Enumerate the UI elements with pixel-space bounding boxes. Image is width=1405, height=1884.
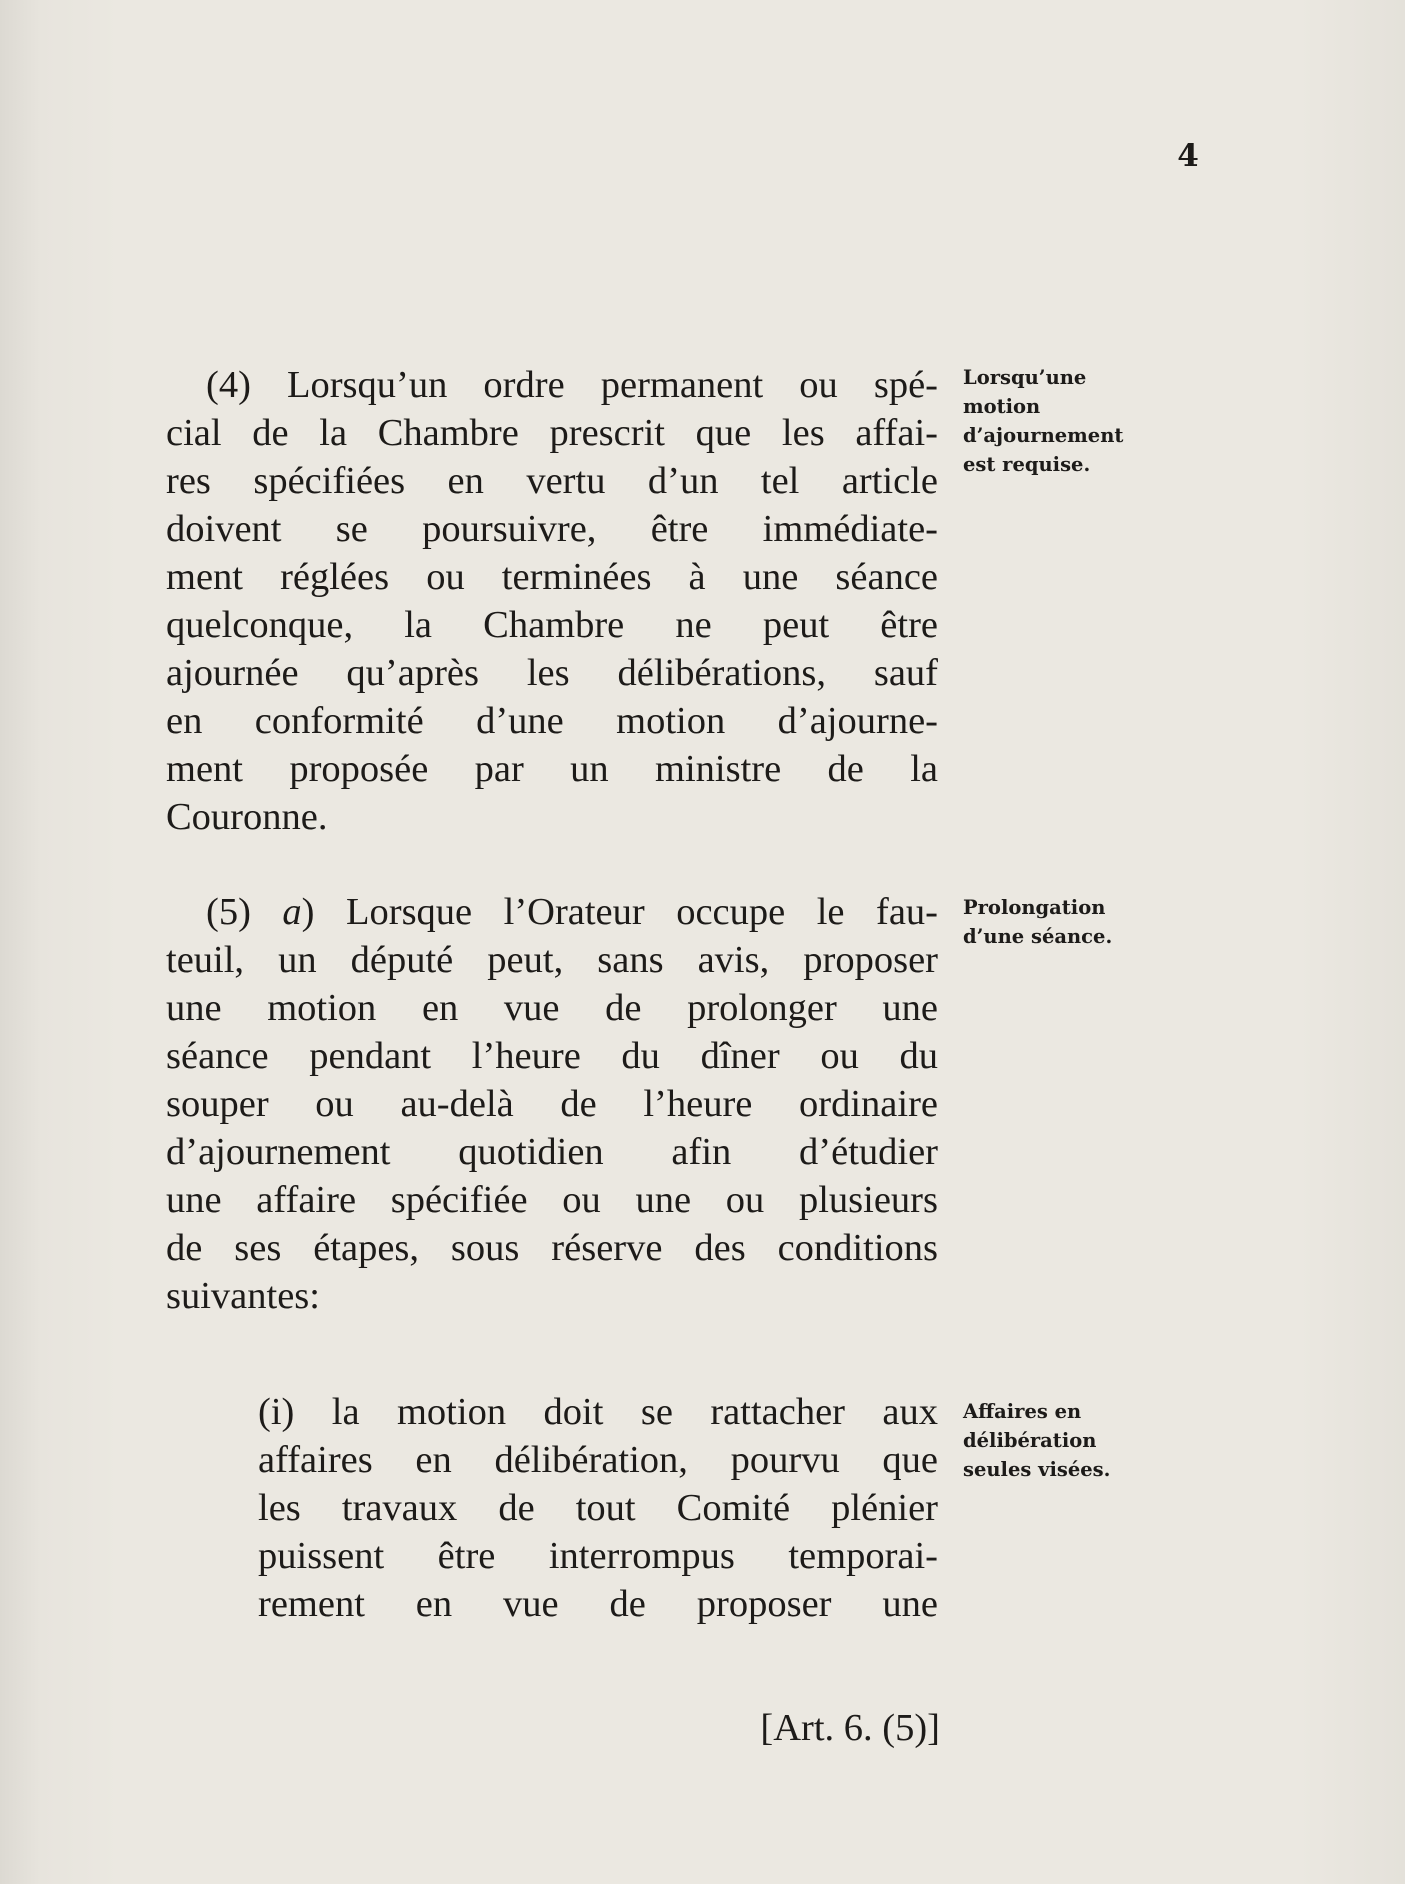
text-line: res spécifiées en vertu d’un tel article	[166, 460, 938, 502]
text-line: (i) la motion doit se rattacher aux	[258, 1391, 938, 1433]
text-line: quelconque, la Chambre ne peut être	[166, 604, 938, 646]
paragraph-5	[166, 888, 938, 1320]
text-line: ment réglées ou terminées à une séance	[166, 556, 938, 598]
note-line: Lorsqu’une	[963, 366, 1087, 389]
text-line: ajournée qu’après les délibérations, sauf	[166, 652, 938, 694]
text-line: rement en vue de proposer une	[258, 1583, 938, 1625]
note-line: d’ajournement	[963, 424, 1124, 447]
margin-note-business	[963, 1397, 1163, 1484]
subparagraph-i	[258, 1388, 938, 1628]
note-line: seules visées.	[963, 1458, 1111, 1481]
text-line: ment proposée par un ministre de la	[166, 748, 938, 790]
text-line: en conformité d’une motion d’ajourne-	[166, 700, 938, 742]
text-line: affaires en délibération, pourvu que	[258, 1439, 938, 1481]
text-fragment: ) Lorsque l’Orateur occupe le fau-	[301, 891, 938, 933]
text-line: séance pendant l’heure du dîner ou du	[166, 1035, 938, 1077]
text-line: de ses étapes, sous réserve des conditions	[166, 1227, 938, 1269]
footer-reference: [Art. 6. (5)]	[760, 1707, 940, 1749]
paragraph-number: (5)	[206, 891, 283, 933]
text-line: souper ou au-delà de l’heure ordinaire	[166, 1083, 938, 1125]
text-line	[166, 888, 938, 936]
text-line: d’ajournement quotidien afin d’étudier	[166, 1131, 938, 1173]
text-line: doivent se poursuivre, être immédiate-	[166, 508, 938, 550]
margin-note-adjournment	[963, 363, 1163, 479]
page-number: 4	[1177, 138, 1199, 174]
text-line: puissent être interrompus temporai-	[258, 1535, 938, 1577]
paragraph-letter: a	[282, 891, 302, 933]
note-line: Affaires en	[963, 1400, 1082, 1423]
note-line: est requise.	[963, 453, 1091, 476]
text-line: cial de la Chambre prescrit que les affai-	[166, 412, 938, 454]
text-line: une affaire spécifiée ou une ou plusieurs	[166, 1179, 938, 1221]
note-line: Prolongation	[963, 896, 1106, 919]
text-line: teuil, un député peut, sans avis, proposer	[166, 939, 938, 981]
text-line: (4) Lorsqu’un ordre permanent ou spé-	[206, 364, 938, 406]
margin-note-extension	[963, 893, 1163, 951]
note-line: motion	[963, 395, 1041, 418]
paragraph-4	[166, 361, 938, 841]
note-line: délibération	[963, 1429, 1097, 1452]
text-line: Couronne.	[166, 796, 328, 838]
text-line: suivantes:	[166, 1275, 320, 1317]
note-line: d’une séance.	[963, 925, 1113, 948]
text-line: les travaux de tout Comité plénier	[258, 1487, 938, 1529]
text-line: une motion en vue de prolonger une	[166, 987, 938, 1029]
